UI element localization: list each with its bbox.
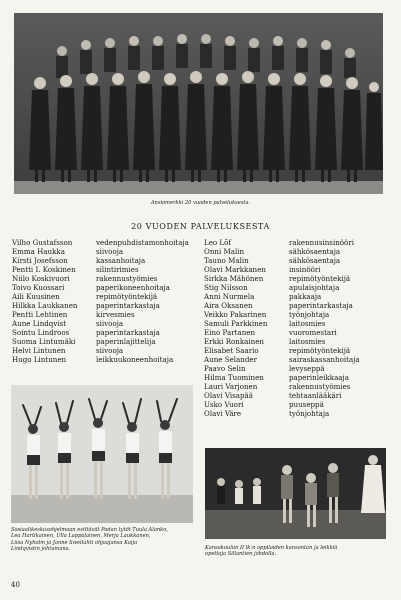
list-item: Aili Kuusinen [12, 292, 60, 302]
list-item: paperintarkastaja [96, 328, 160, 338]
list-item: vedenpuhdistamonhoitaja [96, 238, 189, 247]
list-item: Usko Vuori [204, 400, 244, 410]
list-item: Olavi Väre [204, 409, 242, 419]
list-item: insinööri [289, 265, 321, 275]
list-item: Pentti I. Koskinen [12, 265, 76, 275]
list-item: sähkösaentaja [289, 247, 341, 257]
list-item: Sirkka Mähönen [204, 274, 264, 284]
list-item: Tauno Malin [204, 256, 249, 266]
children-dance-photo [205, 448, 386, 539]
left-names-column [12, 238, 77, 364]
list-item: levyseppä [289, 364, 325, 374]
list-item: siivooja [96, 346, 124, 356]
list-item: paperinlajittelija [96, 337, 156, 347]
page-number: 40 [11, 581, 20, 589]
list-item: Elisabet Saario [204, 346, 259, 356]
list-item: Paavo Selin [204, 364, 246, 374]
list-item: Onni Malin [204, 247, 245, 257]
list-item: Helvi Lintunen [12, 346, 66, 356]
list-item: rakennusinsinööri [289, 238, 354, 247]
list-item: Hilma Tuominen [204, 373, 264, 383]
list-item: työnjohtaja [289, 310, 330, 320]
list-item: Leo Lõf [204, 238, 232, 247]
list-item: repimötyöntekijä [289, 274, 351, 284]
list-item: Stig Nilsson [204, 283, 248, 293]
caption-line: Kansakoulun II lk:n oppilaiden kansantan ja leikkiä [205, 545, 338, 551]
list-item: Pentti Lehtinen [12, 310, 68, 320]
list-item: Hugo Lintunen [12, 355, 67, 365]
list-item: repimötyöntekijä [96, 292, 158, 302]
list-item: Sointu Lindroos [12, 328, 70, 338]
list-item: leikkuukoneenhoitaja [96, 355, 174, 365]
list-item: Aira Oksanen [204, 301, 253, 311]
list-item: silintirimies [96, 265, 139, 275]
left-titles-column [96, 238, 189, 364]
gymnastics-photo-image [11, 385, 193, 523]
list-item: Vilho Gustafsson [12, 238, 73, 247]
list-item: Toivo Kuossari [12, 283, 65, 293]
list-item: laitosmies [289, 337, 326, 347]
list-item: vuoromestari [289, 328, 337, 338]
list-item: Kirsti Josefsson [12, 256, 68, 266]
list-item: rakennustyömies [96, 274, 158, 284]
group-photo-image [14, 13, 383, 194]
list-item: Niilo Koskivuori [12, 274, 70, 284]
children-dance-photo-caption [205, 545, 391, 558]
list-item: apulaisjohtaja [289, 283, 340, 293]
list-item: Aune Selander [204, 355, 257, 365]
list-item: Suoma Lintumäki [12, 337, 76, 347]
list-item: siivooja [96, 247, 124, 257]
gymnastics-photo [11, 385, 193, 523]
caption-line: Sosiaalikeskusohjelmaan esittävät Padan tytöt Tuula Alanko, [11, 527, 168, 533]
section-heading: 20 VUODEN PALVELUKSESTA [131, 222, 270, 231]
list-item: Anni Nurmela [204, 292, 255, 302]
list-item: Lauri Varjonen [204, 382, 258, 392]
list-item: puuseppä [289, 400, 324, 410]
list-item: repimötyöntekijä [289, 346, 351, 356]
children-dance-photo-image [205, 448, 386, 539]
group-photo [14, 13, 383, 194]
caption-line: Lea Hartikainen, Ulla Lappalainen, Merja Laukkanen, [11, 533, 151, 540]
list-item: Olavi Markkanen [204, 265, 266, 275]
list-item: paperintarkastaja [289, 301, 353, 311]
list-item: Veikko Pakarinen [204, 310, 267, 320]
list-item: tehtaanlääkäri [289, 391, 342, 401]
list-item: paperinleikkaaja [289, 373, 349, 383]
list-item: Samuli Parkkinen [204, 319, 268, 329]
list-item: Eino Partanen [204, 328, 256, 338]
list-item: kassanhoitaja [96, 256, 146, 266]
list-item: Hilkka Laukkanen [12, 301, 78, 311]
list-item: siivooja [96, 319, 124, 329]
right-titles-column [289, 238, 360, 418]
right-names-column [204, 238, 267, 418]
gymnastics-photo-caption [11, 527, 199, 553]
caption-line: opettaja Sillantien johdolla. [205, 551, 277, 558]
list-item: rakennustyömies [289, 382, 351, 392]
caption-line: Liisa Nyholm ja Janne Sweilahti ohjaajansa Kaija [11, 539, 138, 546]
list-item: laitosmies [289, 319, 326, 329]
caption-line: Lindqvistin johtamana. [11, 546, 71, 553]
list-item: Aune Lindqvist [12, 319, 67, 329]
group-photo-caption: Ansiomerkki 20 vuoden palveluksesta. [150, 200, 251, 206]
list-item: työnjohtaja [289, 409, 330, 419]
list-item: kirvesmies [96, 310, 135, 320]
list-item: Olavi Visapää [204, 391, 253, 401]
list-item: Erkki Ronkainen [204, 337, 265, 347]
list-item: paperikoneenhoitaja [96, 283, 170, 293]
list-item: Emma Haukka [12, 247, 65, 257]
list-item: sairaskassanhoitaja [289, 355, 360, 365]
list-item: pakkaaja [289, 292, 322, 302]
list-item: paperintarkastaja [96, 301, 160, 311]
list-item: sähkösaentaja [289, 256, 341, 266]
